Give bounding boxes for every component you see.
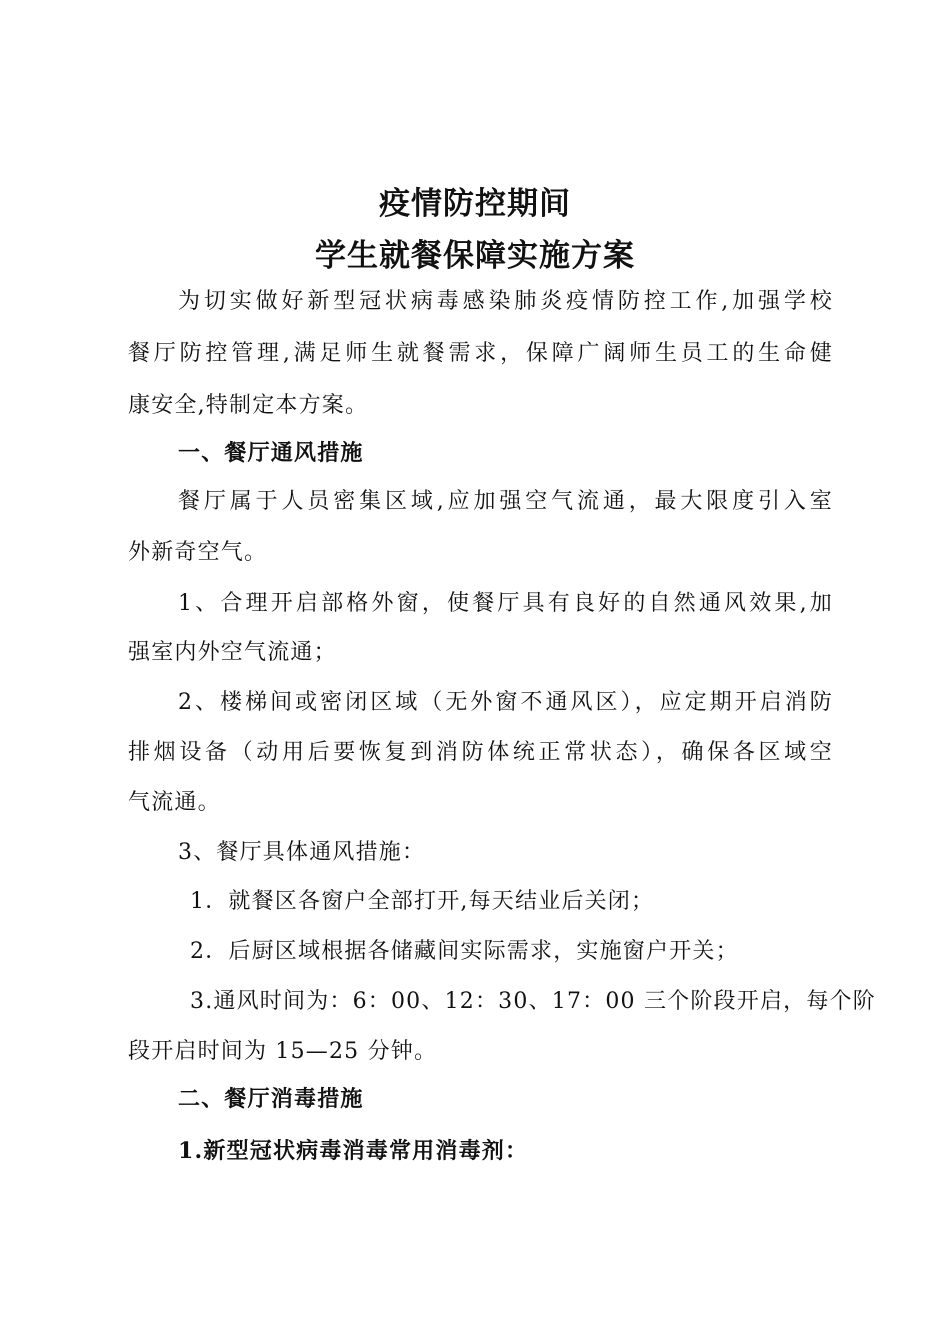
document-title-line-2: 学生就餐保障实施方案	[315, 238, 635, 274]
section-1-paragraph-line-2: 外新奇空气。	[128, 540, 268, 565]
item-3: 3、餐厅具体通风措施：	[178, 840, 426, 865]
section-1-heading: 一、餐厅通风措施	[178, 441, 364, 466]
document-title-line-1: 疫情防控期间	[379, 186, 571, 222]
sub-item-3-line-1: 3.通风时间为：6：00、12：30、17：00 三个阶段开启，每个阶	[190, 989, 876, 1014]
item-2-line-2: 排烟设备（动用后要恢复到消防体统正常状态），确保各区域空	[128, 740, 833, 765]
intro-line-1: 为切实做好新型冠状病毒感染肺炎疫情防控工作,加强学校	[178, 289, 833, 314]
section-2-heading: 二、餐厅消毒措施	[178, 1087, 364, 1112]
section-2-subheading-1: 1.新型冠状病毒消毒常用消毒剂：	[178, 1138, 529, 1164]
intro-line-3: 康安全,特制定本方案。	[128, 393, 369, 418]
section-1-paragraph-line-1: 餐厅属于人员密集区域,应加强空气流通，最大限度引入室	[178, 489, 833, 514]
intro-line-2: 餐厅防控管理,满足师生就餐需求，保障广阔师生员工的生命健	[128, 341, 833, 366]
sub-item-2: 2．后厨区域根据各储藏间实际需求，实施窗户开关；	[190, 939, 739, 964]
sub-item-3-line-2: 段开启时间为 15—25 分钟。	[128, 1039, 438, 1064]
item-2-line-3: 气流通。	[128, 790, 221, 815]
item-1-line-2: 强室内外空气流通；	[128, 640, 337, 665]
item-2-line-1: 2、楼梯间或密闭区域（无外窗不通风区），应定期开启消防	[178, 690, 833, 715]
sub-item-1: 1．就餐区各窗户全部打开,每天结业后关闭；	[190, 889, 655, 914]
item-1-line-1: 1、合理开启部格外窗，使餐厅具有良好的自然通风效果,加	[178, 591, 833, 616]
